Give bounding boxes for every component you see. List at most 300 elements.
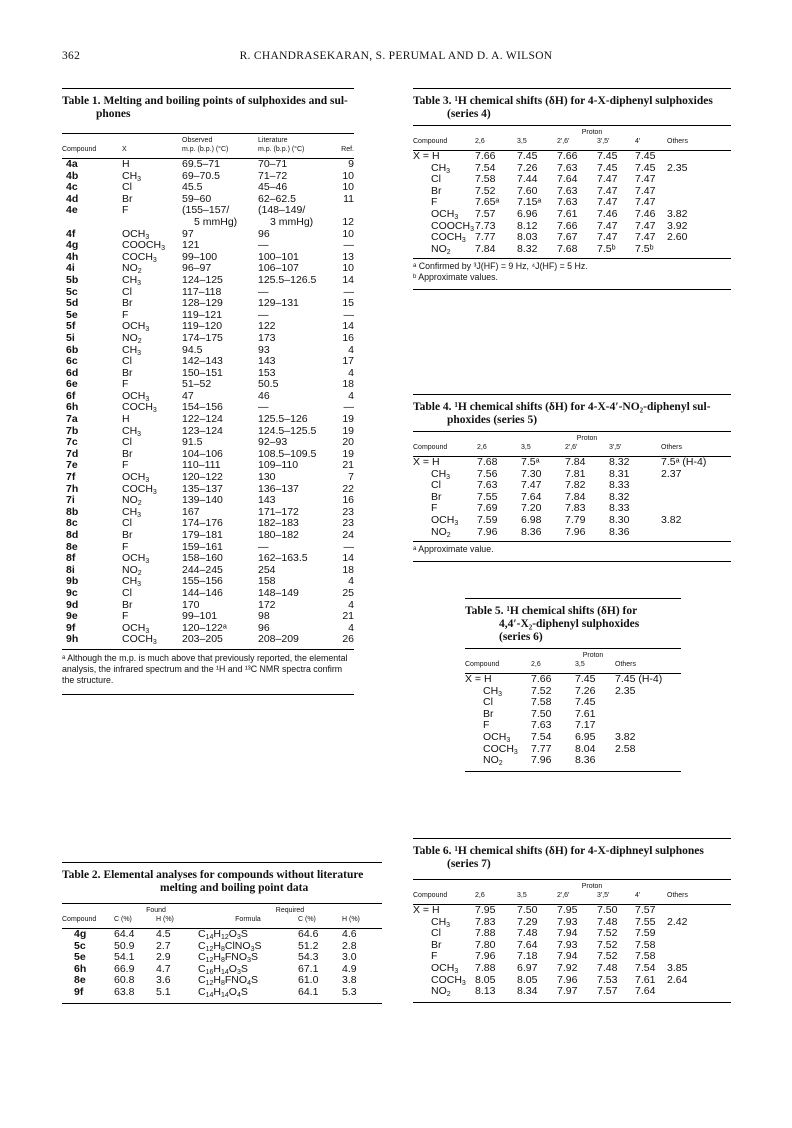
shift-cell xyxy=(667,244,731,256)
compound-cell xyxy=(62,217,122,229)
head-p26: 2,6 xyxy=(477,444,487,451)
shift-cell: 8.32 xyxy=(517,242,538,255)
table-row xyxy=(62,495,354,507)
head-others: Others xyxy=(661,444,683,451)
substituent-cell: Br xyxy=(122,297,133,310)
ref-cell: 10 xyxy=(342,169,354,182)
substituent-cell: $OCH_3$ xyxy=(122,227,150,241)
substituent-cell: $COCH_3$ xyxy=(483,742,518,756)
literature-cell: — xyxy=(258,239,269,252)
compound-cell: 8f xyxy=(66,552,76,565)
substituent-cell: F xyxy=(122,459,129,472)
table-2-grid xyxy=(62,906,382,999)
shift-cell: 7.96 xyxy=(557,973,578,986)
table-row xyxy=(413,527,731,539)
shift-cell: 7.50 xyxy=(517,904,538,916)
shift-cell: 7.61 xyxy=(557,207,578,220)
shift-cell: 7.97 xyxy=(557,985,578,998)
literature-cell: 98 xyxy=(258,610,270,623)
table-row xyxy=(465,732,681,744)
shift-cell: 7.26 xyxy=(517,161,538,174)
shift-cell: 8.04 xyxy=(575,742,596,755)
substituent-cell: $CH_3$ xyxy=(122,505,142,519)
shift-cell: 8.12 xyxy=(517,219,538,232)
substituent-cell: $COCH_3$ xyxy=(122,482,157,496)
formula-cell: $C_{16}H_{14}O_3S$ xyxy=(198,962,248,976)
observed-cell: 203–205 xyxy=(182,633,223,646)
substituent-cell: $NO_2$ xyxy=(122,331,142,345)
shift-cell: 8.05 xyxy=(517,973,538,986)
ref-cell: 21 xyxy=(342,459,354,472)
table-row xyxy=(62,414,354,426)
table-4 xyxy=(413,394,731,562)
table-row xyxy=(62,588,354,600)
compound-cell: 9f xyxy=(74,985,84,998)
compound-cell: 4g xyxy=(66,239,79,252)
table-5-body xyxy=(465,674,681,767)
compound-cell: 6f xyxy=(66,389,76,402)
shift-cell: 7.30 xyxy=(521,467,542,480)
observed-cell: 94.5 xyxy=(182,343,203,356)
observed-cell: 120–122ᵃ xyxy=(182,621,227,634)
caption-line: 4,4′-X₂-diphenyl sulphoxides xyxy=(499,618,640,630)
ref-cell: 18 xyxy=(342,563,354,576)
substituent-cell: H xyxy=(122,413,130,426)
substituent-cell: Br xyxy=(483,707,494,720)
caption-line: ¹H chemical shifts (δH) for xyxy=(506,605,638,617)
shift-cell: 7.88 xyxy=(475,927,496,940)
shift-cell: 7.66 xyxy=(557,150,578,162)
observed-cell: 154–156 xyxy=(182,401,223,414)
observed-cell: 120–122 xyxy=(182,471,223,484)
caption-label: Table 6. xyxy=(413,845,452,857)
head-p35p: 3′,5′ xyxy=(597,138,610,145)
head-x: X xyxy=(122,146,127,153)
substituent-cell: $OCH_3$ xyxy=(483,730,511,744)
table-2-caption xyxy=(62,869,382,895)
compound-cell: 9f xyxy=(66,621,76,634)
caption-line: ¹H chemical shifts (δH) for 4-X-diphenyl sulphoxides xyxy=(454,95,713,107)
shift-cell: 7.48 xyxy=(517,927,538,940)
shift-cell: 7.66 xyxy=(531,673,552,685)
ref-cell: 23 xyxy=(342,505,354,518)
table-1-caption xyxy=(62,95,354,121)
literature-cell: 70–71 xyxy=(258,158,288,170)
literature-cell: — xyxy=(258,540,269,553)
shift-cell: 7.68 xyxy=(557,242,578,255)
table-row xyxy=(62,929,382,941)
ref-cell: 7 xyxy=(348,471,354,484)
caption-line: (series 4) xyxy=(447,108,491,120)
table-row xyxy=(62,275,354,287)
shift-cell: 8.03 xyxy=(517,231,538,244)
observed-cell: 167 xyxy=(182,505,200,518)
ref-cell: 20 xyxy=(342,436,354,449)
literature-cell: — xyxy=(258,401,269,414)
ref-cell: 4 xyxy=(348,575,354,588)
shift-cell: 7.47 xyxy=(597,231,618,244)
head-proton: Proton xyxy=(581,883,603,890)
shift-cell: 7.45 xyxy=(517,150,538,162)
compound-cell: 7d xyxy=(66,447,79,460)
literature-cell: 173 xyxy=(258,331,276,344)
shift-cell xyxy=(661,527,731,539)
literature-cell: 96 xyxy=(258,621,270,634)
page-number: 362 xyxy=(62,50,81,62)
literature-cell: 129–131 xyxy=(258,297,299,310)
shift-cell: 2.42 xyxy=(667,915,688,928)
shift-cell: 7.84 xyxy=(565,490,586,503)
shift-cell: 7.50 xyxy=(597,904,618,916)
substituent-cell: F xyxy=(431,196,438,209)
compound-cell: 7i xyxy=(66,494,75,507)
table-row xyxy=(413,905,731,917)
shift-cell: 7.5ᵃ (H-4) xyxy=(661,456,707,468)
substituent-cell: F xyxy=(431,502,438,515)
head-compound: Compound xyxy=(413,444,448,451)
substituent-cell: Cl xyxy=(431,927,441,940)
substituent-cell: $NO_2$ xyxy=(483,754,503,768)
table-row xyxy=(62,941,382,953)
compound-cell: 7b xyxy=(66,424,79,437)
compound-cell: 5b xyxy=(66,273,79,286)
table-row xyxy=(62,217,354,229)
table-row xyxy=(62,611,354,623)
shift-cell: 7.67 xyxy=(557,231,578,244)
head-p26p: 2′,6′ xyxy=(557,892,570,899)
shift-cell: 7.94 xyxy=(557,927,578,940)
observed-cell: 96–97 xyxy=(182,262,212,275)
shift-cell: 7.60 xyxy=(517,184,538,197)
head-compound: Compound xyxy=(465,661,500,668)
ref-cell: 10 xyxy=(342,262,354,275)
table-row xyxy=(62,298,354,310)
table-1-body xyxy=(62,159,354,646)
observed-cell: 244–245 xyxy=(182,563,223,576)
head-p35: 3,5 xyxy=(521,444,531,451)
caption-label: Table 5. xyxy=(465,605,504,617)
caption-label: Table 4. xyxy=(413,401,452,413)
substituent-cell xyxy=(122,217,182,229)
shift-cell: 7.26 xyxy=(575,684,596,697)
found-c-cell: 60.8 xyxy=(114,974,135,987)
shift-cell xyxy=(667,151,731,163)
shift-cell xyxy=(667,986,731,998)
substituent-cell: X = H xyxy=(413,904,440,916)
head-proton: Proton xyxy=(581,129,603,136)
head-p26: 2,6 xyxy=(531,661,541,668)
literature-cell: 180–182 xyxy=(258,529,299,541)
shift-cell: 7.44 xyxy=(517,173,538,186)
head-found-c: C (%) xyxy=(114,916,132,923)
substituent-cell: X = H xyxy=(465,673,492,685)
shift-cell: 7.57 xyxy=(475,207,496,220)
substituent-cell: H xyxy=(122,158,130,170)
shift-cell: 7.47 xyxy=(597,219,618,232)
table-row xyxy=(62,333,354,345)
required-c-cell: 64.1 xyxy=(298,985,319,998)
compound-cell: 5i xyxy=(66,331,75,344)
table-2-body xyxy=(62,929,382,999)
shift-cell: 7.96 xyxy=(475,950,496,963)
shift-cell: 7.52 xyxy=(597,950,618,963)
shift-cell: 7.88 xyxy=(475,961,496,974)
literature-cell: 125.5–126.5 xyxy=(258,273,317,286)
caption-line: melting and boiling point data xyxy=(160,882,309,894)
shift-cell: 7.84 xyxy=(565,456,586,468)
substituent-cell: $NO_2$ xyxy=(122,262,142,276)
shift-cell xyxy=(661,492,731,504)
substituent-cell: $NO_2$ xyxy=(122,563,142,577)
head-others: Others xyxy=(667,892,689,899)
table-row xyxy=(413,986,731,998)
ref-cell: 19 xyxy=(342,424,354,437)
substituent-cell: $OCH_3$ xyxy=(431,207,459,221)
table-5-grid xyxy=(465,651,681,767)
table-row xyxy=(62,356,354,368)
literature-cell: 148–149 xyxy=(258,586,299,599)
literature-cell: 46 xyxy=(258,389,270,402)
table-6-body xyxy=(413,905,731,998)
shift-cell: 7.68 xyxy=(477,456,498,468)
observed-cell: 69–70.5 xyxy=(182,169,220,182)
observed-cell: 155–156 xyxy=(182,575,223,588)
table-3-footnote-b: ᵇ Approximate values. xyxy=(413,272,498,283)
substituent-cell: Cl xyxy=(122,285,132,298)
required-h-cell: 4.6 xyxy=(342,928,357,940)
compound-cell: 6h xyxy=(66,401,79,414)
shift-cell: 8.30 xyxy=(609,513,630,526)
head-compound: Compound xyxy=(413,892,448,899)
substituent-cell: $COCH_3$ xyxy=(122,401,157,415)
shift-cell: 6.97 xyxy=(517,961,538,974)
shift-cell: 2.60 xyxy=(667,231,688,244)
found-c-cell: 64.4 xyxy=(114,928,135,940)
observed-cell: 124–125 xyxy=(182,273,223,286)
caption-line: phones xyxy=(96,108,131,120)
substituent-cell: $OCH_3$ xyxy=(122,621,150,635)
table-row xyxy=(62,171,354,183)
shift-cell: 7.54 xyxy=(475,161,496,174)
shift-cell: 7.55 xyxy=(477,490,498,503)
substituent-cell: F xyxy=(122,378,129,391)
substituent-cell: Br xyxy=(122,598,133,611)
shift-cell: 7.64 xyxy=(557,173,578,186)
shift-cell: 2.35 xyxy=(667,161,688,174)
shift-cell: 3.82 xyxy=(615,730,636,743)
shift-cell: 7.64 xyxy=(521,490,542,503)
table-4-grid xyxy=(413,434,731,538)
head-literature: Literature xyxy=(258,137,288,144)
compound-cell: 9e xyxy=(66,610,78,623)
shift-cell: 6.96 xyxy=(517,207,538,220)
ref-cell: 4 xyxy=(348,598,354,611)
table-1 xyxy=(62,88,354,695)
shift-cell: 7.47 xyxy=(635,184,656,197)
required-h-cell: 5.3 xyxy=(342,985,357,998)
table-6 xyxy=(413,838,731,1003)
literature-cell: 130 xyxy=(258,471,276,484)
literature-cell: — xyxy=(258,308,269,321)
substituent-cell: $OCH_3$ xyxy=(122,471,150,485)
shift-cell: 7.45 xyxy=(575,696,596,709)
head-p4p: 4′ xyxy=(635,138,641,145)
head-compound: Compound xyxy=(62,146,97,153)
compound-cell: 5e xyxy=(74,951,86,964)
substituent-cell: $OCH_3$ xyxy=(431,513,459,527)
shift-cell: 7.66 xyxy=(475,150,496,162)
compound-cell: 5c xyxy=(66,285,78,298)
caption-line: ¹H chemical shifts (δH) for 4-X-4′-NO₂-diphenyl sul- xyxy=(454,401,711,413)
shift-cell: 7.65ᵃ xyxy=(475,196,500,209)
found-h-cell: 3.6 xyxy=(156,974,171,987)
table-row xyxy=(413,232,731,244)
observed-cell: 99–101 xyxy=(182,610,218,623)
substituent-cell: $OCH_3$ xyxy=(431,961,459,975)
ref-cell: 14 xyxy=(342,552,354,565)
head-p35p: 3′,5′ xyxy=(609,444,622,451)
shift-cell: 7.20 xyxy=(521,502,542,515)
compound-cell: 6c xyxy=(66,355,78,368)
shift-cell: 7.63 xyxy=(531,719,552,732)
ref-cell: 9 xyxy=(348,158,354,170)
shift-cell xyxy=(667,174,731,186)
ref-cell: — xyxy=(343,401,354,414)
required-c-cell: 54.3 xyxy=(298,951,319,964)
shift-cell: 7.63 xyxy=(477,479,498,492)
shift-cell: 7.57 xyxy=(635,904,656,916)
shift-cell: 7.45 xyxy=(597,150,618,162)
substituent-cell: F xyxy=(122,540,129,553)
head-others: Others xyxy=(667,138,689,145)
shift-cell: 7.95 xyxy=(475,904,496,916)
compound-cell: 4c xyxy=(66,181,78,194)
shift-cell: 7.45 xyxy=(635,161,656,174)
shift-cell: 7.45 (H-4) xyxy=(615,673,663,685)
table-row xyxy=(465,686,681,698)
observed-cell: 121 xyxy=(182,239,200,252)
table-row xyxy=(413,963,731,975)
compound-cell: 7h xyxy=(66,482,79,495)
shift-cell: 7.47 xyxy=(635,196,656,209)
substituent-cell: Cl xyxy=(483,696,493,709)
observed-cell: (155–157/ xyxy=(182,204,230,217)
ref-cell: 4 xyxy=(348,621,354,634)
shift-cell: 7.83 xyxy=(475,915,496,928)
shift-cell: 7.18 xyxy=(517,950,538,963)
shift-cell: 7.52 xyxy=(597,938,618,951)
shift-cell: 7.29 xyxy=(517,915,538,928)
ref-cell: — xyxy=(343,540,354,553)
literature-cell: 136–137 xyxy=(258,482,299,495)
head-ref: Ref. xyxy=(341,146,354,153)
observed-cell: 97 xyxy=(182,227,194,240)
shift-cell: 7.58 xyxy=(635,950,656,963)
required-c-cell: 67.1 xyxy=(298,962,319,975)
table-row xyxy=(62,975,382,987)
shift-cell: 8.05 xyxy=(475,973,496,986)
observed-cell: 174–175 xyxy=(182,331,223,344)
head-req-h: H (%) xyxy=(342,916,360,923)
shift-cell: 7.77 xyxy=(475,231,496,244)
literature-cell: 143 xyxy=(258,494,276,507)
shift-cell: 7.46 xyxy=(635,207,656,220)
shift-cell: 7.93 xyxy=(557,938,578,951)
substituent-cell: X = H xyxy=(413,456,440,468)
literature-cell: 143 xyxy=(258,355,276,368)
found-c-cell: 66.9 xyxy=(114,962,135,975)
literature-cell: 45–46 xyxy=(258,181,288,194)
compound-cell: 9b xyxy=(66,575,79,588)
ref-cell: 17 xyxy=(342,355,354,368)
ref-cell: 15 xyxy=(342,297,354,310)
head-p26: 2,6 xyxy=(475,138,485,145)
observed-cell: 51–52 xyxy=(182,378,212,391)
literature-cell: 71–72 xyxy=(258,169,288,182)
shift-cell: 7.47 xyxy=(597,173,618,186)
formula-cell: $C_{14}H_{12}O_3S$ xyxy=(198,928,248,941)
shift-cell: 7.48 xyxy=(597,961,618,974)
substituent-cell: F xyxy=(122,204,129,217)
caption-label: Table 3. xyxy=(413,95,452,107)
substituent-cell: $NO_2$ xyxy=(431,242,451,256)
table-row xyxy=(62,379,354,391)
shift-cell: 7.59 xyxy=(635,927,656,940)
substituent-cell: Cl xyxy=(122,517,132,530)
observed-cell: 91.5 xyxy=(182,436,203,449)
table-5-caption xyxy=(465,605,681,644)
shift-cell xyxy=(667,186,731,198)
ref-cell: 11 xyxy=(343,192,354,205)
compound-cell: 8b xyxy=(66,505,79,518)
head-p4p: 4′ xyxy=(635,892,641,899)
ref-cell: 16 xyxy=(342,494,354,507)
literature-cell: 96 xyxy=(258,227,270,240)
table-row xyxy=(413,457,731,469)
shift-cell: 2.35 xyxy=(615,684,636,697)
found-c-cell: 54.1 xyxy=(114,951,135,964)
substituent-cell: $COCH_3$ xyxy=(431,973,466,987)
shift-cell: 7.58 xyxy=(635,938,656,951)
header-row xyxy=(413,891,731,900)
caption-line: (series 7) xyxy=(447,858,491,870)
ref-cell: 24 xyxy=(342,529,354,541)
running-title: R. CHANDRASEKARAN, S. PERUMAL AND D. A. WILSON xyxy=(239,50,553,62)
shift-cell: 3.85 xyxy=(667,961,688,974)
compound-cell: 7c xyxy=(66,436,78,449)
substituent-cell: $COOCH_3$ xyxy=(431,219,474,233)
table-row xyxy=(465,697,681,709)
shift-cell: 7.83 xyxy=(565,502,586,515)
observed-cell: 150–151 xyxy=(182,366,223,379)
shift-cell: 7.56 xyxy=(477,467,498,480)
head-p35p: 3′,5′ xyxy=(597,892,610,899)
substituent-cell: F xyxy=(122,610,129,623)
table-1-footnote: ᵃ Although the m.p. is much above that previously reported, the elemental analysis, the infrared spectrum and the ¹H and ¹³C NMR spectra confirm the structure. xyxy=(62,652,348,685)
table-row xyxy=(413,515,731,527)
ref-cell: 4 xyxy=(348,389,354,402)
shift-cell: 7.55 xyxy=(635,915,656,928)
head-required: Required xyxy=(275,907,305,914)
substituent-cell: $COCH_3$ xyxy=(431,231,466,245)
substituent-cell: Br xyxy=(431,490,442,503)
shift-cell: 7.58 xyxy=(475,173,496,186)
required-c-cell: 61.0 xyxy=(298,974,319,987)
substituent-cell: $OCH_3$ xyxy=(122,389,150,403)
compound-cell: 9h xyxy=(66,633,79,646)
head-compound: Compound xyxy=(62,916,97,923)
shift-cell xyxy=(615,697,681,709)
